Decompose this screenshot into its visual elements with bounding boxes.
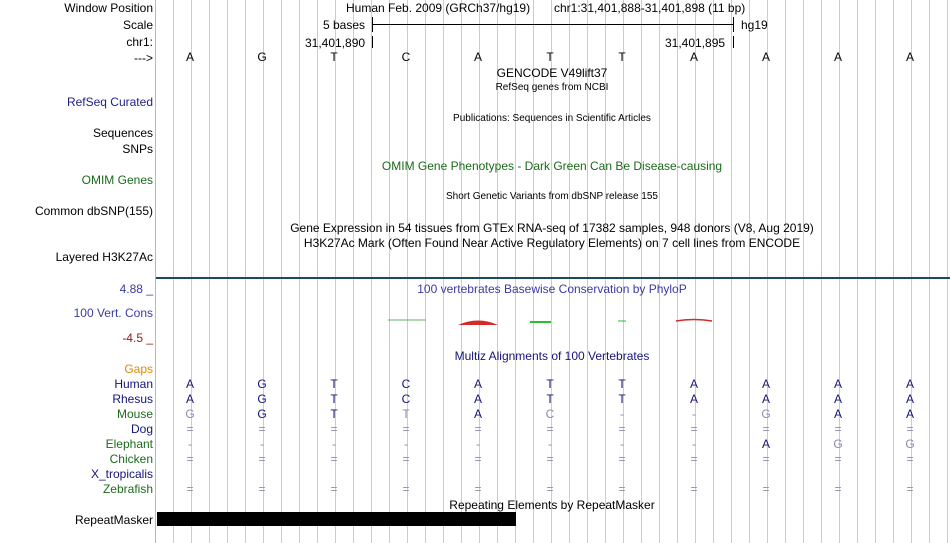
gridline — [821, 0, 822, 543]
species-label[interactable]: Human — [114, 377, 153, 391]
species-label[interactable]: Mouse — [116, 407, 153, 421]
alignment-base: A — [761, 392, 770, 406]
scale-bar-right-tick — [733, 17, 734, 32]
conservation-max: 4.88 _ — [119, 282, 153, 296]
db-text: hg19 — [741, 18, 768, 32]
alignment-base: = — [402, 452, 410, 466]
alignment-base: = — [906, 422, 914, 436]
sequence-base: T — [546, 50, 554, 64]
gridline — [209, 0, 210, 543]
alignment-base: G — [185, 407, 195, 421]
conservation-label[interactable]: 100 Vert. Cons — [73, 306, 153, 320]
alignment-base: = — [546, 422, 554, 436]
alignment-base: = — [906, 482, 914, 496]
alignment-base: - — [692, 407, 696, 421]
track-separator — [156, 277, 950, 279]
sequence-base: T — [618, 50, 626, 64]
species-label[interactable]: Rhesus — [112, 392, 153, 406]
scale-bar-left-tick — [372, 17, 373, 32]
strand-label: ---> — [134, 51, 153, 65]
gridline — [389, 0, 390, 543]
alignment-base: = — [402, 482, 410, 496]
sequence-base: A — [761, 50, 770, 64]
gridline — [173, 0, 174, 543]
alignment-base: A — [185, 377, 194, 391]
conservation-plot — [156, 310, 950, 340]
alignment-base: = — [906, 452, 914, 466]
gridline — [443, 0, 444, 543]
gridline — [875, 0, 876, 543]
snps-label[interactable]: SNPs — [122, 142, 153, 156]
alignment-base: = — [690, 422, 698, 436]
alignment-base: = — [186, 422, 194, 436]
gridline — [803, 0, 804, 543]
alignment-base: = — [258, 422, 266, 436]
species-label[interactable]: Dog — [130, 422, 153, 436]
gridline — [947, 0, 948, 543]
sequence-base: A — [185, 50, 194, 64]
alignment-base: = — [834, 482, 842, 496]
gridline — [731, 0, 732, 543]
alignment-base: A — [473, 407, 482, 421]
repeat-element-bar[interactable] — [157, 512, 516, 526]
h3k27-title: H3K27Ac Mark (Often Found Near Active Regulatory Elements) on 7 cell lines from ENCODE — [303, 236, 801, 250]
conservation-min: -4.5 _ — [122, 331, 153, 345]
alignment-base: G — [257, 392, 267, 406]
gridline — [893, 0, 894, 543]
alignment-base: - — [404, 437, 408, 451]
alignment-base: T — [546, 392, 554, 406]
position-text: chr1:31,401,888-31,401,898 (11 bp) — [554, 1, 746, 15]
alignment-base: G — [833, 437, 843, 451]
sequence-base: C — [401, 50, 411, 64]
alignment-base: = — [690, 482, 698, 496]
scale-bar — [372, 24, 733, 25]
alignment-base: G — [905, 437, 915, 451]
gridline — [713, 0, 714, 543]
alignment-base: A — [905, 377, 914, 391]
gridline — [281, 0, 282, 543]
alignment-base: A — [833, 407, 842, 421]
gridline — [227, 0, 228, 543]
refseq-curated-label[interactable]: RefSeq Curated — [66, 95, 153, 109]
species-label[interactable]: Chicken — [109, 452, 153, 466]
alignment-base: - — [620, 407, 624, 421]
alignment-base: A — [689, 377, 698, 391]
dbsnp-label[interactable]: Common dbSNP(155) — [34, 204, 153, 218]
gridline — [929, 0, 930, 543]
multiz-title: Multiz Alignments of 100 Vertebrates — [454, 349, 650, 363]
alignment-base: = — [762, 452, 770, 466]
alignment-base: = — [834, 422, 842, 436]
alignment-base: = — [834, 452, 842, 466]
species-label[interactable]: Elephant — [105, 437, 153, 451]
alignment-base: A — [473, 392, 482, 406]
omim-genes-label[interactable]: OMIM Genes — [81, 173, 153, 187]
gridline — [299, 0, 300, 543]
sequence-base: G — [257, 50, 267, 64]
coord-left-tick — [372, 36, 373, 48]
alignment-base: = — [474, 452, 482, 466]
alignment-base: = — [690, 452, 698, 466]
scale-label: Scale — [122, 18, 153, 32]
alignment-base: - — [476, 437, 480, 451]
gridline — [659, 0, 660, 543]
alignment-base: G — [257, 377, 267, 391]
species-label[interactable]: Zebrafish — [102, 482, 153, 496]
alignment-base: G — [257, 407, 267, 421]
alignment-base: A — [761, 377, 770, 391]
dbsnp-title: Short Genetic Variants from dbSNP release 155 — [446, 191, 658, 202]
alignment-base: A — [833, 377, 842, 391]
coord-right-tick — [733, 36, 734, 48]
alignment-base: = — [546, 482, 554, 496]
gridline — [857, 0, 858, 543]
alignment-base: = — [618, 482, 626, 496]
alignment-base: A — [689, 392, 698, 406]
alignment-base: - — [692, 437, 696, 451]
alignment-base: = — [258, 482, 266, 496]
alignment-base: T — [330, 407, 338, 421]
alignment-base: C — [545, 407, 555, 421]
alignment-base: = — [330, 422, 338, 436]
alignment-base: C — [401, 392, 411, 406]
species-label[interactable]: X_tropicalis — [90, 467, 153, 481]
alignment-base: C — [401, 377, 411, 391]
sequence-base: A — [473, 50, 482, 64]
alignment-base: = — [762, 422, 770, 436]
alignment-base: T — [330, 392, 338, 406]
conservation-title: 100 vertebrates Basewise Conservation by PhyloP — [417, 282, 687, 296]
gridline — [641, 0, 642, 543]
alignment-base: - — [548, 437, 552, 451]
label-divider — [155, 0, 156, 543]
gridline — [785, 0, 786, 543]
alignment-base: A — [905, 407, 914, 421]
alignment-base: - — [260, 437, 264, 451]
gridline — [245, 0, 246, 543]
alignment-base: T — [330, 377, 338, 391]
gridline — [677, 0, 678, 543]
alignment-base: A — [473, 377, 482, 391]
repeatmasker-title: Repeating Elements by RepeatMasker — [449, 498, 655, 512]
alignment-base: = — [762, 482, 770, 496]
gridline — [461, 0, 462, 543]
alignment-base: = — [474, 482, 482, 496]
coord-right: 31,401,895 — [665, 36, 726, 50]
sequence-base: A — [905, 50, 914, 64]
assembly-text: Human Feb. 2009 (GRCh37/hg19) — [346, 1, 531, 15]
alignment-base: G — [761, 407, 771, 421]
alignment-base: = — [402, 422, 410, 436]
alignment-base: A — [833, 392, 842, 406]
alignment-base: = — [258, 452, 266, 466]
species-label[interactable]: Gaps — [124, 362, 153, 376]
window-position-label: Window Position — [64, 1, 153, 15]
refseq-title: RefSeq genes from NCBI — [495, 82, 609, 93]
gtex-title: Gene Expression in 54 tissues from GTEx RNA-seq of 17382 samples, 948 donors (V8, Aug 2019) — [290, 221, 814, 235]
omim-title: OMIM Gene Phenotypes - Dark Green Can Be Disease-causing — [381, 159, 723, 173]
alignment-base: T — [618, 377, 626, 391]
alignment-base: = — [474, 422, 482, 436]
alignment-base: = — [186, 482, 194, 496]
scale-text: 5 bases — [323, 18, 366, 32]
gridline — [749, 0, 750, 543]
publications-title: Publications: Sequences in Scientific Articles — [453, 113, 651, 124]
alignment-base: A — [761, 437, 770, 451]
sequence-base: A — [689, 50, 698, 64]
coord-left: 31,401,890 — [305, 36, 366, 50]
alignment-base: T — [546, 377, 554, 391]
alignment-base: = — [546, 452, 554, 466]
alignment-base: - — [332, 437, 336, 451]
sequence-base: T — [330, 50, 338, 64]
gridline — [353, 0, 354, 543]
gencode-title: GENCODE V49lift37 — [496, 66, 608, 80]
alignment-base: = — [330, 452, 338, 466]
alignment-base: - — [188, 437, 192, 451]
alignment-base: A — [905, 392, 914, 406]
alignment-base: A — [185, 392, 194, 406]
alignment-base: T — [402, 407, 410, 421]
h3k27-label[interactable]: Layered H3K27Ac — [55, 250, 153, 264]
repeatmasker-label[interactable]: RepeatMasker — [74, 513, 153, 527]
alignment-base: - — [620, 437, 624, 451]
gridline — [371, 0, 372, 543]
gridline — [317, 0, 318, 543]
alignment-base: = — [186, 452, 194, 466]
sequence-base: A — [833, 50, 842, 64]
chrom-label: chr1: — [126, 35, 153, 49]
alignment-base: = — [618, 422, 626, 436]
alignment-base: = — [618, 452, 626, 466]
gridline — [425, 0, 426, 543]
alignment-base: T — [618, 392, 626, 406]
sequences-label[interactable]: Sequences — [92, 126, 153, 140]
alignment-base: = — [330, 482, 338, 496]
